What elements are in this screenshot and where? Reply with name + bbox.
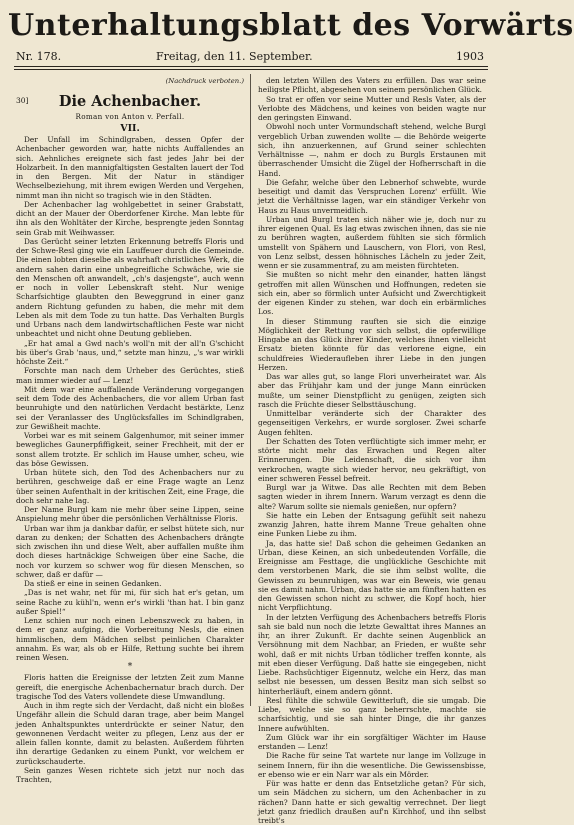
- header-rule: [14, 66, 488, 67]
- issue-year: 1903: [456, 50, 484, 63]
- paragraph: Die Gefahr, welche über den Lebnerhof schwebte, wurde beseitigt und damit das Verspruchen Lorenz' erfüllt. Wie jetzt die Verhältnisse lagen, war ein ständiger Verkehr von Haus zu Haus unvermeidlich.: [258, 177, 486, 215]
- paragraph: Sie mußten so nicht mehr den einander, hatten längst getroffen mit allen Wünschen und Hoffnungen, redeten sie sich ein, aber so förmlich unter Aufsicht und Zwerchtigkeit der eigenen Kinder zu stehen, war doch ein erbärmliches Los.: [258, 270, 486, 317]
- issue-date: Freitag, den 11. September.: [156, 50, 313, 63]
- chapter-number: VII.: [120, 123, 140, 134]
- paragraph: Urban war ihm ja dankbar dafür, er selbst hütete sich, nur daran zu denken; der Schatten des Achenbachers drängte sich zwischen ihn und diese Welt, aber auffallen mußte ihm doch dieses hartnäckige Schweigen über eine Sache, die noch vor kurzem so schwer wog für diesen Menschen, so schwer, daß er dafür —: [16, 523, 244, 579]
- paragraph: Der Name Burgl kam nie mehr über seine Lippen, seine Anspielung mehr über die persönlichen Verhältnisse Floris.: [16, 505, 244, 524]
- paragraph: den letzten Willen des Vaters zu erfüllen. Das war seine heiligste Pflicht, abgesehen von seinem persönlichen Glück.: [258, 76, 486, 95]
- paragraph: Das war alles gut, so lange Flori unverheiratet war. Als aber das Frühjahr kam und der junge Mann einrücken mußte, um seiner Dienstpflicht zu genügen, zeigten sich rasch die Früchte dieser Selbsttäuschung.: [258, 372, 486, 409]
- story-byline: Roman von Anton v. Perfall.: [75, 112, 185, 121]
- paragraph: „Er hat amal a Gwd nach's woll'n mit der all'n G'schicht bis über's Grab 'naus, und,“ setzte man hinzu, „'s war wirkli höchste Zeit.“: [16, 338, 244, 366]
- paragraph: Forschte man nach dem Urheber des Gerüchtes, stieß man immer wieder auf — Lenz!: [16, 366, 244, 385]
- section-break-star: *: [127, 662, 133, 673]
- paragraph: Ja, das hatte sie! Daß schon die geheimen Gedanken an Urban, diese Keinen, an sich unbedeutenden Vorfälle, die Ereignisse am Festtage, die unglückliche Geschichte mit dem verstorbenen Mark, die sie ihm selbst wollte, die Gewissen zu beunruhigen, was war ein Beweis, wie genau sie es damit nahm. Urban, das hatte sie am fünften hatten es den Gewissen schon nicht zu schwer, die Kopf hoch, hier nicht Verpflichtung.: [258, 538, 486, 613]
- paragraph: Resl fühlte die schwüle Gewitterluft, die sie umgab. Die Liebe, welche sie so ganz beherrschte, machte sie scharfsichtig, und sie sah hinter Dinge, die ihr ganzes Innere aufwühlten.: [258, 695, 486, 733]
- column-divider: [250, 74, 251, 706]
- paragraph: Vorbei war es mit seinem Galgenhumor, mit seiner immer bewegliches Gaunerpfiffigkeit, seiner Frechheit, mit der er sonst allem trotzte. Er schlich im Hause umher, scheu, wie das böse Gewissen.: [16, 431, 244, 468]
- paragraph: Mit dem war eine auffallende Veränderung vorgegangen seit dem Tode des Achenbachers, die vor allem Urban fast beunruhigte und den natürlichen Verdacht bestärkte, Lenz sei der Veranlasser des Unglücksfalles im Schindlgraben, zur Gewißheit machte.: [16, 384, 244, 431]
- paragraph: Der Unfall im Schindlgraben, dessen Opfer der Achenbacher geworden war, hatte nichts Auffallendes an sich. Aehnliches ereignete sich fast jedes Jahr bei der Holzarbeit. In den mannigfaltigsten Gestalten lauert der Tod in den Bergen. Mit der Natur in ständiger Wechselbeziehung, mit ihrem ewigen Werden und Vergehen, nimmt man ihn nicht so tragisch wie in den Städten.: [16, 135, 244, 200]
- story-title: Die Achenbacher.: [58, 93, 202, 110]
- paragraph: Für was hatte er denn das Entsetzliche getan? Für sich, um sein Mädchen zu sichern, um den Achenbacher in zu rächen? Dann hatte er sich gewaltig verrechnet. Der liegt jetzt ganz friedlich draußen auf'n Kirchhof, und ihn selbst treibt's: [258, 779, 486, 825]
- column-number: 30]: [16, 96, 29, 105]
- reprint-note: (Nachdruck verboten.): [165, 77, 244, 85]
- paragraph: Lenz schien nur noch einen Lebenszweck zu haben, in dem er ganz aufging, die Vorbereitung Nesls, die einen himmlischen, dem Mädchen selbst peinlichen Charakter annahm. Es war, als ob er Hilfe, Rettung suchte bei ihrem reinen Wesen.: [16, 616, 244, 662]
- left-text-body: [16, 135, 244, 662]
- paragraph: Zum Glück war ihr ein sorgfältiger Wächter im Hause erstanden — Lenz!: [258, 732, 486, 751]
- paragraph: Sie hatte ein Leben der Entsagung gefühlt seit nahezu zwanzig Jahren, hatte ihrem Manne Treue gehalten ohne eine Funken Liebe zu ihm.: [258, 510, 486, 539]
- right-text-body: [258, 76, 486, 825]
- paragraph: Der Schatten des Toten verflüchtigte sich immer mehr, er störte nicht mehr das Erwachen und Regen alter Erinnerungen. Die Leidenschaft, die sich vor ihm verkrochen, wagte sich wieder hervor, neu gekräftigt, von einer schweren Fessel befreit.: [258, 436, 486, 483]
- left-column: [16, 76, 244, 784]
- issue-number: Nr. 178.: [16, 50, 62, 63]
- paragraph: Die Rache für seine Tat wartete nur lange im Vollzuge in seinem Innern, für ihn die wesentliche. Die Gewissensbisse, er ebenso wie er ein Narr war als ein Mörder.: [258, 751, 486, 779]
- paragraph: In dieser Stimmung rauften sie sich die einzige Möglichkeit der Rettung vor sich selbst, die opferwillige Hingabe an das Glück ihrer Kinder, welches ihnen vielleicht Ersatz bieten könnte für das verlorene eigne, ein schuldfreies Wiederaufleben ihrer Liebe in den jungen Herzen.: [258, 316, 486, 372]
- paragraph: Obwohl noch unter Vormundschaft stehend, welche Burgl vergeblich Urban zuwenden wollte — die Behörde weigerte sich, ihn anzuerkennen, auf Grund seiner schlechten Verhältnisse —, nahm er doch zu Burgls Erstaunen mit überraschender Umsicht die Zügel der Hofherrschaft in die Hand.: [258, 122, 486, 178]
- paragraph: Da stieß er eine in seinen Gedanken.: [24, 579, 162, 588]
- left-text-body-continued: [16, 673, 244, 784]
- paragraph: Unmittelbar veränderte sich der Charakter des gegenseitigen Verkehrs, er wurde sorgloser. Zwei scharfe Augen fehlten.: [258, 409, 486, 437]
- masthead-title: Unterhaltungsblatt des Vorwärts: [8, 8, 574, 43]
- paragraph: Burgl war ja Witwe. Das alle Rechten mit dem Beben sagten wieder in ihrem Innern. Warum verzagt es denn die alte? Warum sollte sie niemals genießen, nur opfern?: [258, 483, 486, 511]
- paragraph: „Das is net wahr, net für mi, für sich hat er's getan, um seine Rache zu kühl'n, wenn er's wirkli 'than hat. I bin ganz außer Spiel!“: [16, 588, 244, 616]
- header-rule-thin: [14, 69, 488, 70]
- paragraph: So trat er offen vor seine Mutter und Resls Vater, als der Verlobte des Mädchens, und keines von beiden wagte nur den geringsten Einwand.: [258, 94, 486, 122]
- paragraph: In der letzten Verfügung des Achenbachers betreffs Floris sah sie bald nun noch die letzte Gewalttat ihres Mannes an ihr, an ihrer Zukunft. Er dachte seinen Augenblick an Versöhnung mit dem Nachbar, an Frieden, er wußte sehr wohl, daß er mit nichts Urban tödlicher treffen konnte, als mit eben dieser Verfügung. Daß hatte sie eingegeben, nicht Liebe. Rachsüchtiger Eigennutz, welche ein Herz, das man selbst nie besessen, um dessen Besitz man sich selbst so hinterherläuft, einem andern gönnt.: [258, 612, 486, 696]
- right-column: [258, 76, 486, 825]
- paragraph: Auch in ihm regte sich der Verdacht, daß nicht ein bloßes Ungefähr allein die Schuld daran trage, aber beim Mangel jeden Anhaltspunktes unterdrückte er seiner Natur, den gewonnenen Verdacht weiter zu pflegen, Lenz aus der er allein fallen konnte, damit zu belasten. Außerdem führten ihn derartige Gedanken zu einem Punkt, vor welchem er zurückschauderte.: [16, 701, 244, 766]
- issue-info-row: [16, 50, 484, 64]
- paragraph: Sein ganzes Wesen richtete sich jetzt nur noch das Trachten,: [16, 765, 244, 784]
- paragraph: Floris hatten die Ereignisse der letzten Zeit zum Manne gereift, die energische Achenbachernatur brach durch. Der tragische Tod des Vaters vollendete diese Umwandlung.: [16, 673, 244, 701]
- paragraph: Das Gerücht seiner letzten Erkennung betreffs Floris und der Schwe-Resl ging wie ein Lauffeuer durch die Gemeinde. Die einen lobten dieselbe als wahrhaft christliches Werk, die andern sahen darin eine unbegreifliche Schwäche, wie sie den Menschen oft anwandelt, „ch's dasjengste“, auch wenn er noch in voller Lebenskraft steht. Nur wenige Scharfsichtige glaubten den Beweggrund in einer ganz andern Richtung gefunden zu haben, die mehr mit dem Leben als mit dem Tode zu tun hatte. Das Verhalten Burgls und Urbans nach dem landwirtschaftlichen Feste war nicht unbeachtet und nicht ohne Deutung geblieben.: [16, 236, 244, 339]
- paragraph: Der Achenbacher lag wohlgebettet in seiner Grabstatt, dicht an der Mauer der Oberdorfener Kirche. Man lebte für ihn als den Wohltäter der Kirche, besprengte jeden Sonntag sein Grab mit Weihwasser.: [16, 199, 244, 237]
- paragraph: Urban hütete sich, den Tod des Achenbachers nur zu berühren, geschweige daß er eine Frage wagte an Lenz über seinen Aufenthalt in der kritischen Zeit, eine Frage, die doch sehr nahe lag.: [16, 468, 244, 505]
- paragraph: Urban und Burgl traten sich näher wie je, doch nur zu ihrer eigenen Qual. Es lag etwas zwischen ihnen, das sie nie zu berühren wagten, außerdem fühlten sie sich förmlich umstellt von Spähern und Lauschern, von Flori, von Resl, von Lenz selbst, dessen höhnisches Lächeln zu jeder Zeit, wenn er sie zusammentraf, zu am meisten fürchteten.: [258, 214, 486, 270]
